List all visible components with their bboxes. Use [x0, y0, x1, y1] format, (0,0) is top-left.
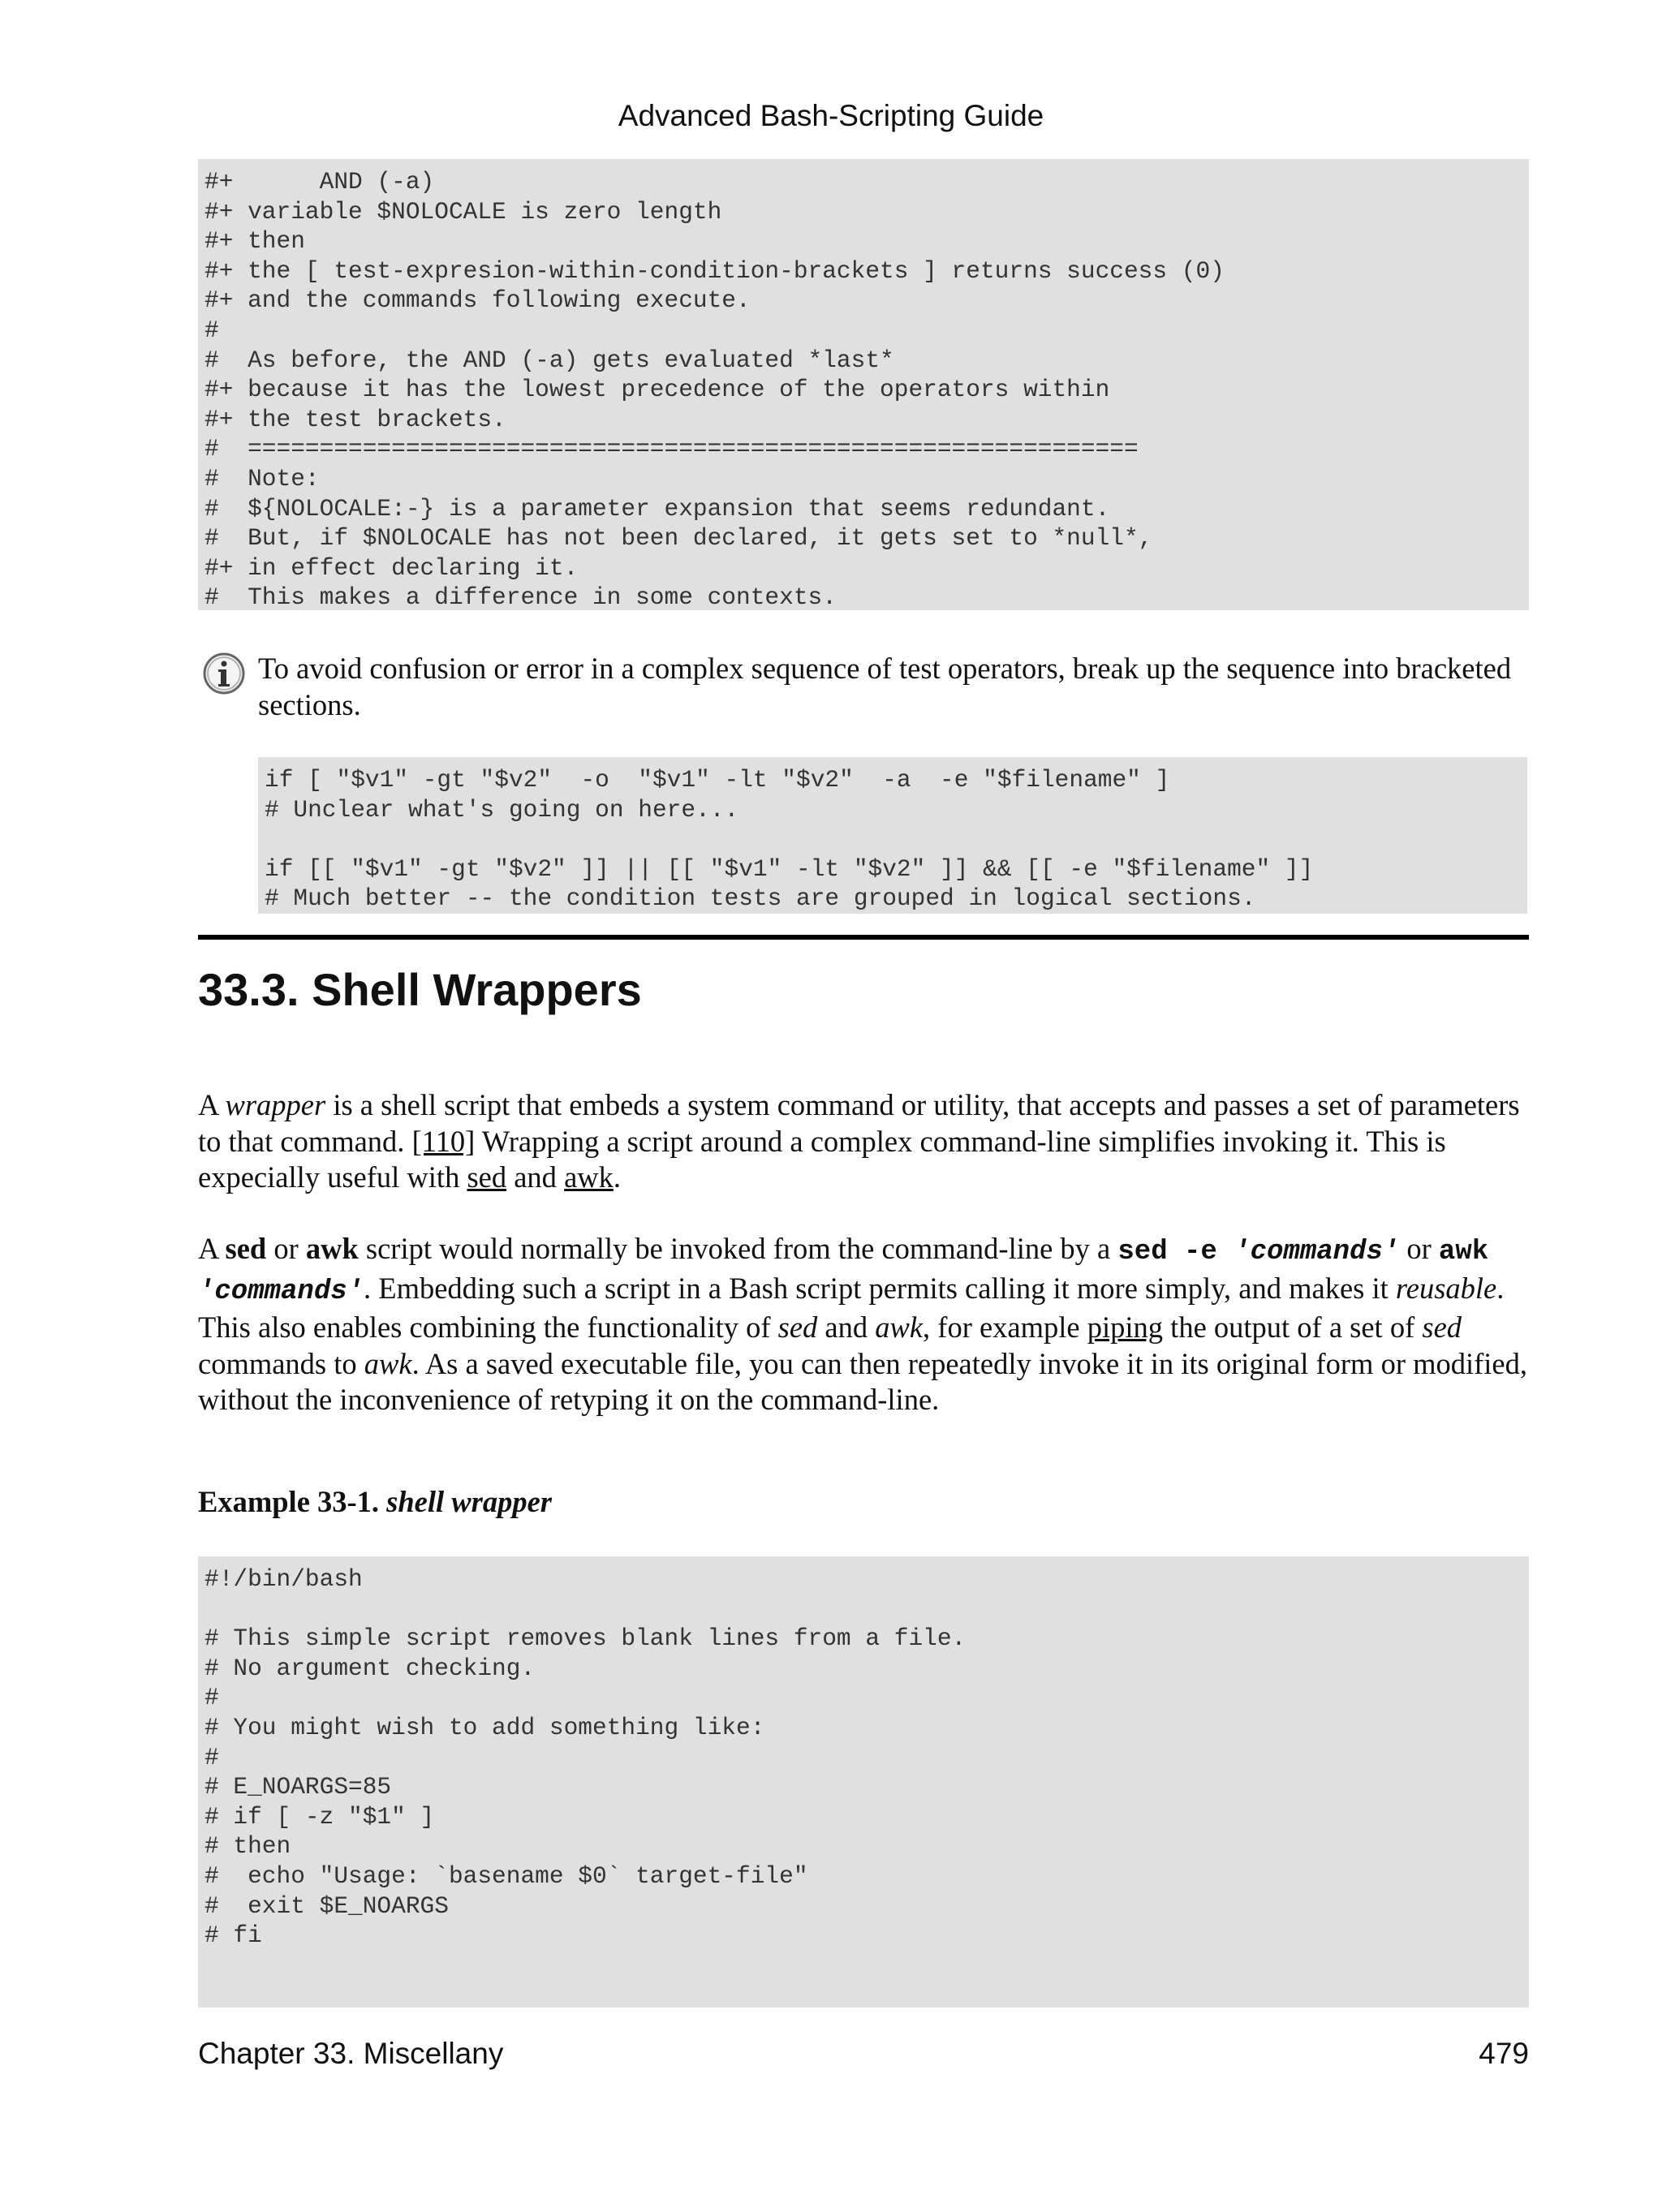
- example-title: Example 33-1. shell wrapper: [198, 1485, 552, 1518]
- info-icon: [200, 649, 248, 698]
- term-awk: awk: [305, 1232, 359, 1265]
- term-wrapper: wrapper: [225, 1088, 326, 1121]
- page-header: [0, 99, 1662, 133]
- tip-text: To avoid confusion or error in a complex sequence of test operators, break up the sequence into bracketed sections.: [258, 652, 1512, 721]
- section-title: 33.3. Shell Wrappers: [198, 964, 642, 1015]
- term-reusable: reusable: [1395, 1271, 1497, 1305]
- piping-link[interactable]: piping: [1087, 1310, 1164, 1344]
- footer-chapter: Chapter 33. Miscellany: [198, 2037, 504, 2070]
- command-sed: sed -e 'commands': [1117, 1237, 1400, 1267]
- page-number: 479: [1479, 2037, 1529, 2070]
- command-awk: awk 'commands': [198, 1237, 1489, 1307]
- paragraph-wrapper-intro: A wrapper is a shell script that embeds a system command or utility, that accepts and passes a set of parameters to that command. [110] Wrapping a script around a complex command-line simplifies invoking it. This is expecially useful with sed and awk.: [198, 1088, 1520, 1194]
- code-block-tip: if [ "$v1" -gt "$v2" -o "$v1" -lt "$v2" -a -e "$filename" ] # Unclear what's going on here... if [[ "$v1" -gt "$v2" ]] || [[ "$v1" -lt "$v2" ]] && [[ -e "$filename" ]] # Much better -- the condition tests are grouped in logical sections.: [258, 757, 1527, 914]
- term-sed: sed: [225, 1232, 267, 1265]
- code-block-top: #+ AND (-a) #+ variable $NOLOCALE is zero length #+ then #+ the [ test-expresion-within-condition-brackets ] returns success (0) #+ and the commands following execute. # # As before, the AND (-a) gets evaluated *last* #+ because it has the lowest precedence of the operators within #+ the test brackets. # ============================================================== # Note: # ${NOLOCALE:-} is a parameter expansion that seems redundant. # But, if $NOLOCALE has not been declared, it gets set to *null*, #+ in effect declaring it. # This makes a difference in some contexts.: [198, 159, 1529, 610]
- awk-link[interactable]: awk: [564, 1160, 614, 1194]
- header-title: Advanced Bash-Scripting Guide: [618, 99, 1044, 132]
- page-footer: [198, 2037, 1529, 2071]
- footnote-link[interactable]: [110]: [411, 1124, 476, 1158]
- sed-link[interactable]: sed: [467, 1160, 507, 1194]
- section-divider: [198, 935, 1529, 940]
- code-block-example: #!/bin/bash # This simple script removes blank lines from a file. # No argument checking. # # You might wish to add something like: # # E_NOARGS=85 # if [ -z "$1" ] # then # echo "Usage: `basename $0` target-file" # exit $E_NOARGS # fi: [198, 1556, 1529, 2008]
- paragraph-sed-awk: A sed or awk script would normally be invoked from the command-line by a sed -e 'commands' or awk 'commands'. Embedding such a script in a Bash script permits calling it more simply, and makes it reusable. This also enables combining the functionality of sed and awk, for example piping the output of a set of sed commands to awk. As a saved executable file, you can then repeatedly invoke it in its original form or modified, without the inconvenience of retyping it on the command-line.: [198, 1232, 1527, 1416]
